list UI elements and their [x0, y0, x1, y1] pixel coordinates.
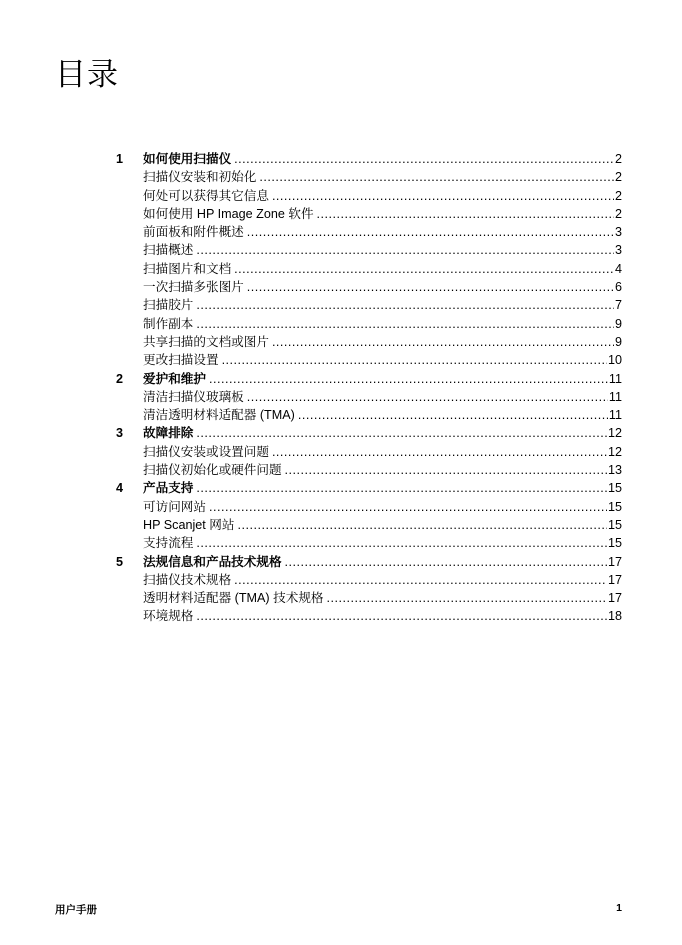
toc-dot-leader [196, 296, 614, 314]
toc-dot-leader [209, 498, 607, 516]
toc-page-number: 9 [614, 334, 622, 349]
toc-page-number: 15 [607, 481, 622, 496]
toc-chapter-number: 5 [116, 554, 124, 569]
toc-dot-leader [247, 388, 608, 406]
toc-entry-title: 清洁扫描仪玻璃板 [143, 389, 244, 404]
toc-dot-leader [196, 479, 607, 497]
toc-entry-title: 更改扫描设置 [143, 353, 219, 368]
toc-section-entry[interactable] [116, 351, 622, 369]
toc-page-number: 3 [614, 243, 622, 258]
toc-chapter-number: 2 [116, 371, 124, 386]
toc-dot-leader [234, 150, 614, 168]
toc-page-number: 17 [607, 591, 622, 606]
toc-dot-leader [247, 223, 614, 241]
toc-page-number: 2 [614, 170, 622, 185]
page-title: 目录 [55, 57, 119, 92]
toc-section-entry[interactable] [116, 241, 622, 259]
toc-chapter-entry[interactable] [116, 553, 622, 571]
toc-entry-title: 扫描仪安装或设置问题 [143, 444, 269, 459]
toc-page-number: 9 [614, 316, 622, 331]
toc-dot-leader [298, 406, 608, 424]
toc-page-number: 12 [607, 444, 622, 459]
toc-page-number: 15 [607, 517, 622, 532]
toc-section-entry[interactable] [116, 315, 622, 333]
toc-dot-leader [317, 205, 614, 223]
toc-entry-title: 扫描仪初始化或硬件问题 [143, 463, 282, 478]
toc-page-number: 11 [608, 371, 622, 386]
toc-page-number: 11 [608, 389, 622, 404]
toc-section-entry[interactable] [116, 388, 622, 406]
toc-page-number: 7 [614, 298, 622, 313]
toc-dot-leader [222, 351, 607, 369]
toc-chapter-number: 4 [116, 481, 124, 496]
toc-entry-title: HP Scanjet 网站 [143, 517, 235, 532]
toc-chapter-entry[interactable] [116, 479, 622, 497]
toc-section-entry[interactable] [116, 406, 622, 424]
toc-entry-title: 一次扫描多张图片 [143, 280, 244, 295]
toc-section-entry[interactable] [116, 461, 622, 479]
toc-entry-title: 透明材料适配器 (TMA) 技术规格 [143, 591, 324, 606]
toc-entry-title: 制作副本 [143, 316, 194, 331]
toc-dot-leader [272, 187, 614, 205]
toc-section-entry[interactable] [116, 278, 622, 296]
toc-chapter-entry[interactable] [116, 370, 622, 388]
toc-dot-leader [196, 534, 607, 552]
toc-dot-leader [234, 260, 614, 278]
toc-page-number: 17 [607, 554, 622, 569]
toc-entry-title: 清洁透明材料适配器 (TMA) [143, 408, 295, 423]
toc-dot-leader [327, 589, 607, 607]
toc-page-number: 2 [614, 152, 622, 166]
toc-entry-title: 法规信息和产品技术规格 [143, 554, 282, 569]
toc-entry-title: 如何使用扫描仪 [143, 152, 232, 166]
toc-dot-leader [285, 461, 607, 479]
toc-chapter-number: 1 [116, 152, 124, 166]
toc-entry-title: 扫描概述 [143, 243, 194, 258]
toc-entry-title: 可访问网站 [143, 499, 206, 514]
toc-section-entry[interactable] [116, 571, 622, 589]
toc-section-entry[interactable] [116, 516, 622, 534]
toc-page-number: 2 [614, 188, 622, 203]
toc-section-entry[interactable] [116, 333, 622, 351]
toc-dot-leader [234, 571, 607, 589]
toc-page-number: 3 [614, 225, 622, 240]
toc-dot-leader [196, 607, 607, 625]
toc-dot-leader [196, 241, 614, 259]
toc-entry-title: 扫描胶片 [143, 298, 194, 313]
toc-section-entry[interactable] [116, 589, 622, 607]
toc-dot-leader [209, 370, 608, 388]
toc-page-number: 4 [614, 261, 622, 276]
toc-entry-title: 支持流程 [143, 536, 194, 551]
toc-page-number: 11 [608, 408, 622, 423]
toc-entry-title: 前面板和附件概述 [143, 225, 244, 240]
toc-entry-title: 如何使用 HP Image Zone 软件 [143, 206, 314, 221]
toc-page-number: 15 [607, 536, 622, 551]
toc-page-number: 10 [607, 353, 622, 368]
toc-entry-title: 共享扫描的文档或图片 [143, 334, 269, 349]
toc-page-number: 6 [614, 280, 622, 295]
toc-section-entry[interactable] [116, 168, 622, 186]
toc-section-entry[interactable] [116, 607, 622, 625]
toc-page-number: 13 [607, 463, 622, 478]
toc-section-entry[interactable] [116, 187, 622, 205]
toc-section-entry[interactable] [116, 534, 622, 552]
toc-page-number: 2 [614, 206, 622, 221]
toc-dot-leader [247, 278, 614, 296]
toc-section-entry[interactable] [116, 205, 622, 223]
footer-page-number: 1 [616, 902, 622, 914]
toc-entry-title: 产品支持 [143, 481, 194, 496]
toc-section-entry[interactable] [116, 296, 622, 314]
toc-entry-title: 故障排除 [143, 426, 194, 441]
toc-entry-title: 扫描图片和文档 [143, 261, 232, 276]
table-of-contents [116, 150, 622, 626]
footer-document-name: 用户手册 [55, 904, 97, 916]
toc-section-entry[interactable] [116, 443, 622, 461]
toc-dot-leader [285, 553, 607, 571]
toc-entry-title: 环境规格 [143, 609, 194, 624]
toc-dot-leader [196, 424, 607, 442]
toc-dot-leader [272, 333, 614, 351]
toc-dot-leader [259, 168, 614, 186]
toc-dot-leader [237, 516, 607, 534]
toc-entry-title: 何处可以获得其它信息 [143, 188, 269, 203]
toc-chapter-number: 3 [116, 426, 124, 441]
toc-section-entry[interactable] [116, 260, 622, 278]
toc-entry-title: 扫描仪安装和初始化 [143, 170, 257, 185]
toc-chapter-entry[interactable] [116, 424, 622, 442]
toc-page-number: 17 [607, 572, 622, 587]
toc-section-entry[interactable] [116, 498, 622, 516]
toc-page-number: 12 [607, 426, 622, 441]
toc-section-entry[interactable] [116, 223, 622, 241]
toc-chapter-entry[interactable] [116, 150, 622, 168]
toc-page-number: 15 [607, 499, 622, 514]
toc-dot-leader [196, 315, 614, 333]
toc-entry-title: 爱护和维护 [143, 371, 206, 386]
toc-entry-title: 扫描仪技术规格 [143, 572, 232, 587]
toc-dot-leader [272, 443, 607, 461]
toc-page-number: 18 [607, 609, 622, 624]
